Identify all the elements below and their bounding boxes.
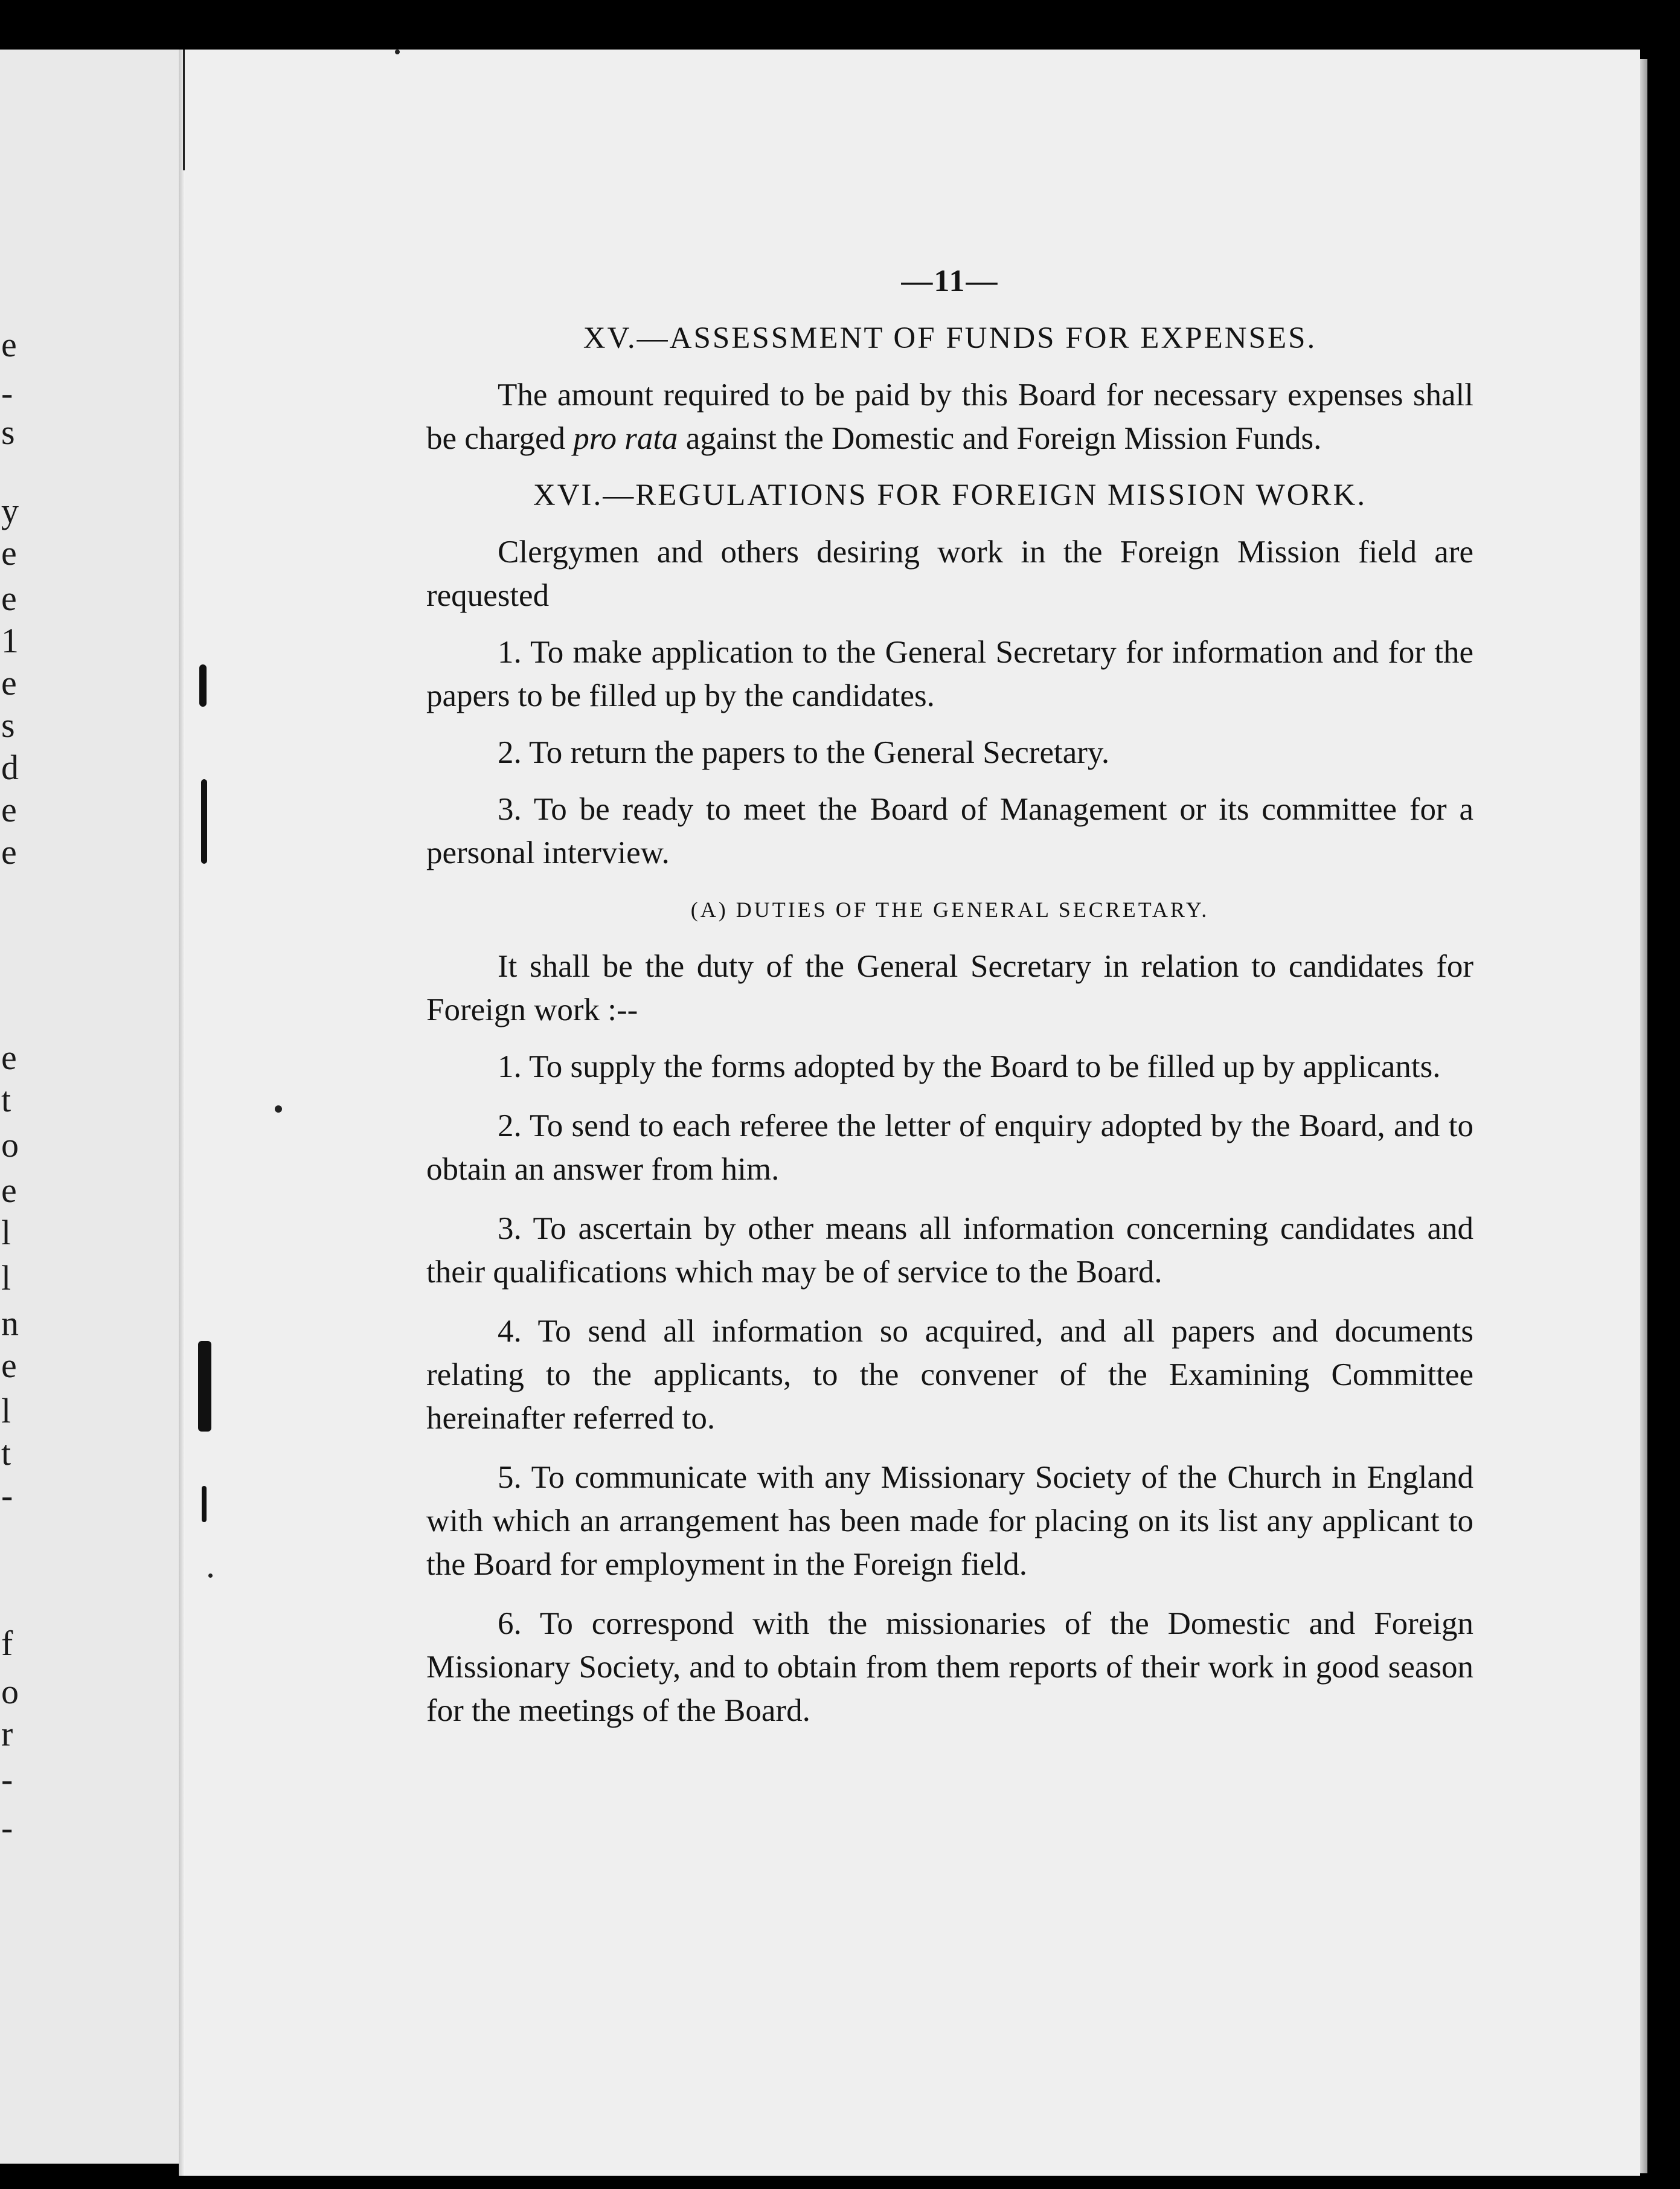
facing-page-margin-letters bbox=[0, 50, 24, 2164]
section-xv-body bbox=[426, 373, 1473, 460]
duties-intro: It shall be the duty of the General Secretary in relation to candidates for Foreign work :-- bbox=[426, 949, 1473, 1027]
margin-letter: e bbox=[1, 533, 17, 573]
margin-letter: 1 bbox=[1, 621, 19, 660]
margin-letter: l bbox=[1, 1213, 11, 1252]
page-number: —11— bbox=[901, 264, 999, 298]
duties-item: 5. To communicate with any Missionary Society of the Church in England with which an arrangement has been made for placing on its list any applicant to the Board for employment in the Foreign field. bbox=[426, 1460, 1473, 1582]
section-xv-heading: XV.—ASSESSMENT OF FUNDS FOR EXPENSES. bbox=[583, 321, 1317, 355]
dust-speck bbox=[275, 1105, 282, 1113]
margin-letter: f bbox=[1, 1624, 13, 1663]
margin-letter: e bbox=[1, 579, 17, 618]
margin-letter: e bbox=[1, 1171, 17, 1210]
margin-letter: - bbox=[1, 1808, 13, 1847]
margin-letter: o bbox=[1, 1672, 19, 1711]
margin-letter: - bbox=[1, 1760, 13, 1799]
margin-letter: l bbox=[1, 1258, 11, 1297]
binding-thread-mark bbox=[201, 779, 207, 864]
margin-letter: e bbox=[1, 325, 17, 364]
margin-letter: y bbox=[1, 491, 19, 530]
margin-letter: e bbox=[1, 790, 17, 829]
section-xvi-item: 3. To be ready to meet the Board of Management or its committee for a personal interview. bbox=[426, 792, 1473, 870]
margin-letter: - bbox=[1, 373, 13, 413]
margin-letter: e bbox=[1, 663, 17, 702]
section-xv-body-text: against the Domestic and Foreign Mission Funds. bbox=[678, 421, 1322, 456]
margin-letter: e bbox=[1, 1038, 17, 1077]
margin-letter: r bbox=[1, 1714, 13, 1753]
binding-thread-mark bbox=[202, 1486, 207, 1522]
section-xvi-heading: XVI.—REGULATIONS FOR FOREIGN MISSION WORK. bbox=[533, 478, 1367, 512]
book-gutter bbox=[179, 50, 185, 2176]
section-xvi-item: 1. To make application to the General Secretary for information and for the papers to be filled up by the candidates. bbox=[426, 635, 1473, 713]
margin-letter: - bbox=[1, 1476, 13, 1515]
section-xv-body-text: The amount required to be paid by this Board for necessary expenses shall be charged bbox=[426, 378, 1473, 456]
dust-speck bbox=[208, 1573, 213, 1578]
margin-letter: l bbox=[1, 1391, 11, 1430]
duties-heading: (A) DUTIES OF THE GENERAL SECRETARY. bbox=[690, 898, 1210, 922]
duties-item: 3. To ascertain by other means all information concerning candidates and their qualifications which may be of service to the Board. bbox=[426, 1211, 1473, 1290]
margin-letter: s bbox=[1, 706, 15, 745]
margin-letter: t bbox=[1, 1433, 11, 1473]
binding-thread-mark bbox=[199, 664, 207, 707]
binding-thread-mark bbox=[198, 1341, 211, 1432]
facing-page-sliver bbox=[0, 50, 181, 2164]
page-edge-shadow bbox=[1640, 59, 1647, 2173]
section-xvi-intro: Clergymen and others desiring work in the Foreign Mission field are requested bbox=[426, 535, 1473, 613]
page-text bbox=[426, 260, 1473, 1748]
duties-item: 4. To send all information so acquired, and all papers and documents relating to the applicants, to the convener of the Examining Committee hereinafter referred to. bbox=[426, 1314, 1473, 1436]
margin-letter: o bbox=[1, 1125, 19, 1165]
duties-item: 1. To supply the forms adopted by the Board to be filled up by applicants. bbox=[498, 1049, 1441, 1084]
margin-letter: d bbox=[1, 748, 19, 787]
section-xvi-item: 2. To return the papers to the General Secretary. bbox=[498, 735, 1110, 770]
margin-letter: e bbox=[1, 832, 17, 872]
duties-item: 2. To send to each referee the letter of enquiry adopted by the Board, and to obtain an answer from him. bbox=[426, 1108, 1473, 1187]
dust-speck bbox=[395, 50, 400, 54]
margin-letter: n bbox=[1, 1303, 19, 1343]
pro-rata-italic: pro rata bbox=[573, 421, 678, 456]
margin-letter: e bbox=[1, 1346, 17, 1385]
margin-letter: s bbox=[1, 413, 15, 452]
margin-letter: t bbox=[1, 1080, 11, 1119]
duties-item: 6. To correspond with the missionaries of the Domestic and Foreign Missionary Society, and to obtain from them reports of their work in good season for the meetings of the Board. bbox=[426, 1606, 1473, 1728]
